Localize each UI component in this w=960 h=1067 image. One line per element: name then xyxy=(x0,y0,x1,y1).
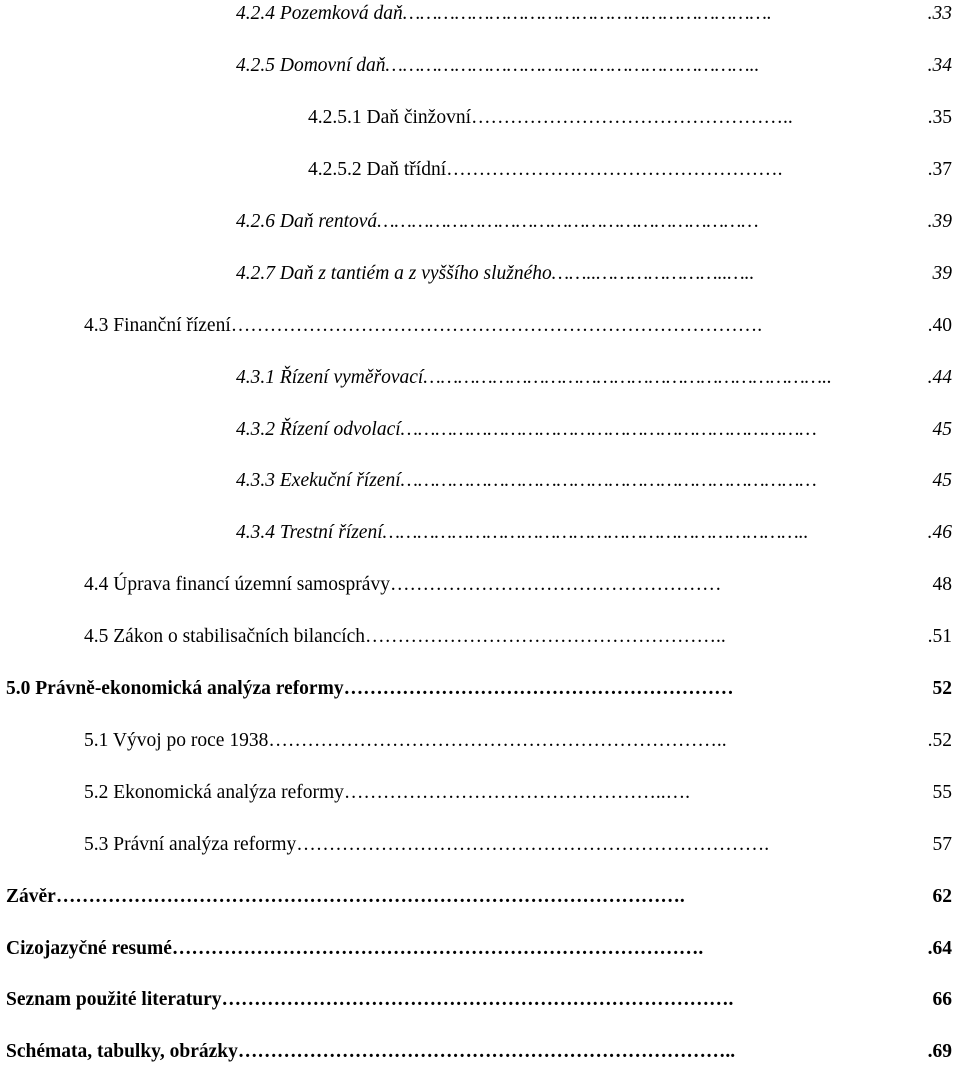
toc-entry xyxy=(84,830,952,860)
toc-entry xyxy=(308,103,952,133)
toc-page-number: .40 xyxy=(927,315,952,336)
toc-page-number: 45 xyxy=(932,470,952,491)
toc-page-number: 45 xyxy=(932,419,952,440)
toc-entry-title: 5.2 Ekonomická analýza reformy xyxy=(84,782,344,803)
toc-dot-leader: ………………………………………………………………….. xyxy=(237,1041,736,1062)
toc-page-number: .35 xyxy=(927,107,952,128)
toc-page-number: .34 xyxy=(927,55,952,76)
toc-dot-leader: ……………………………………………………………………. xyxy=(221,989,734,1010)
toc-entry xyxy=(84,726,952,756)
toc-entry-title: 4.2.7 Daň z tantiém a z vyššího služného xyxy=(236,263,552,284)
toc-dot-leader: ……………………………………………………………… xyxy=(400,470,817,491)
toc-page-number: .37 xyxy=(927,159,952,180)
toc-dot-leader: ……………………………………………………………………………………. xyxy=(55,886,685,907)
toc-entry xyxy=(6,985,952,1015)
toc-entry-title: 4.3.2 Řízení odvolací xyxy=(236,419,401,440)
toc-entry xyxy=(236,259,952,289)
toc-entry-title: 4.3.1 Řízení vyměřovací xyxy=(236,367,424,388)
toc-entry xyxy=(236,207,952,237)
toc-entry xyxy=(84,778,952,808)
toc-entry xyxy=(236,415,952,445)
toc-page-number: 55 xyxy=(932,782,952,803)
toc-entry-title: 4.2.6 Daň rentová xyxy=(236,211,378,232)
toc-dot-leader: …………………………………………………………….. xyxy=(268,730,727,751)
toc-entry-title: 4.3 Finanční řízení xyxy=(84,315,231,336)
toc-entry xyxy=(6,934,952,964)
toc-dot-leader: …………………………………………………… xyxy=(343,678,734,699)
toc-entry-title: 4.2.5.1 Daň činžovní xyxy=(308,107,472,128)
toc-dot-leader: ………………………………………………………… xyxy=(377,211,759,232)
toc-dot-leader: ………………………………………………………………. xyxy=(296,834,770,855)
toc-page-number: .51 xyxy=(927,626,952,647)
toc-entry xyxy=(6,1037,952,1067)
toc-entry xyxy=(236,466,952,496)
toc-entry-title: 4.2.4 Pozemková daň xyxy=(236,3,403,24)
toc-entry-title: Schémata, tabulky, obrázky xyxy=(6,1041,238,1062)
toc-entry-title: 5.0 Právně-ekonomická analýza reformy xyxy=(6,678,344,699)
toc-entry-title: 5.3 Právní analýza reformy xyxy=(84,834,297,855)
toc-dot-leader: ………………………………………………………………………. xyxy=(171,938,704,959)
toc-dot-leader: ………………………………………………………………………. xyxy=(230,315,763,336)
toc-entry-title: 4.2.5 Domovní daň xyxy=(236,55,386,76)
toc-dot-leader: ……………………………………………. xyxy=(446,159,783,180)
toc-page-number: .64 xyxy=(927,938,952,959)
toc-page-number: .39 xyxy=(927,211,952,232)
toc-dot-leader: ………………………………………….. xyxy=(471,107,793,128)
toc-page-number: 62 xyxy=(932,886,952,907)
toc-entry-title: 4.3.3 Exekuční řízení xyxy=(236,470,401,491)
toc-page-number: .52 xyxy=(927,730,952,751)
toc-entry xyxy=(236,0,952,29)
toc-entry-title: Závěr xyxy=(6,886,56,907)
toc-page-number: .44 xyxy=(927,367,952,388)
toc-page-number: 66 xyxy=(932,989,952,1010)
toc-entry-title: Cizojazyčné resumé xyxy=(6,938,172,959)
toc-entry xyxy=(308,155,952,185)
toc-page-number: 52 xyxy=(932,678,952,699)
toc-entry xyxy=(84,622,952,652)
toc-dot-leader: …………………………………………… xyxy=(389,574,722,595)
toc-entry-title: 5.1 Vývoj po roce 1938 xyxy=(84,730,269,751)
toc-entry-title: 4.4 Úprava financí územní samosprávy xyxy=(84,574,390,595)
toc-page-number: 57 xyxy=(932,834,952,855)
toc-dot-leader: ……..…………………..….. xyxy=(551,263,755,284)
toc-entry xyxy=(236,51,952,81)
toc-entry xyxy=(6,882,952,912)
toc-page-number: .46 xyxy=(927,522,952,543)
toc-entry-title: 4.3.4 Trestní řízení xyxy=(236,522,383,543)
toc-page-number: 48 xyxy=(932,574,952,595)
toc-dot-leader: ……………………………………………….. xyxy=(365,626,726,647)
toc-entry-title: 4.5 Zákon o stabilisačních bilancích xyxy=(84,626,366,647)
toc-entry xyxy=(84,311,952,341)
toc-dot-leader: ……………………………………………………………….. xyxy=(382,522,809,543)
toc-page-number: .33 xyxy=(927,3,952,24)
toc-dot-leader: ………………………………………………………. xyxy=(402,3,772,24)
toc-entry xyxy=(236,518,952,548)
toc-dot-leader: …………………………………………..…. xyxy=(343,782,691,803)
toc-page-number: 39 xyxy=(932,263,952,284)
toc-entry-title: Seznam použité literatury xyxy=(6,989,222,1010)
toc-dot-leader: ……………………………………………………………… xyxy=(400,419,817,440)
toc-dot-leader: ……………………………………………………….. xyxy=(385,55,760,76)
toc-entry-title: 4.2.5.2 Daň třídní xyxy=(308,159,447,180)
toc-entry xyxy=(84,570,952,600)
toc-dot-leader: …………………………………………………………….. xyxy=(423,367,832,388)
toc-page-number: .69 xyxy=(927,1041,952,1062)
toc-entry xyxy=(236,363,952,393)
toc-entry xyxy=(6,674,952,704)
